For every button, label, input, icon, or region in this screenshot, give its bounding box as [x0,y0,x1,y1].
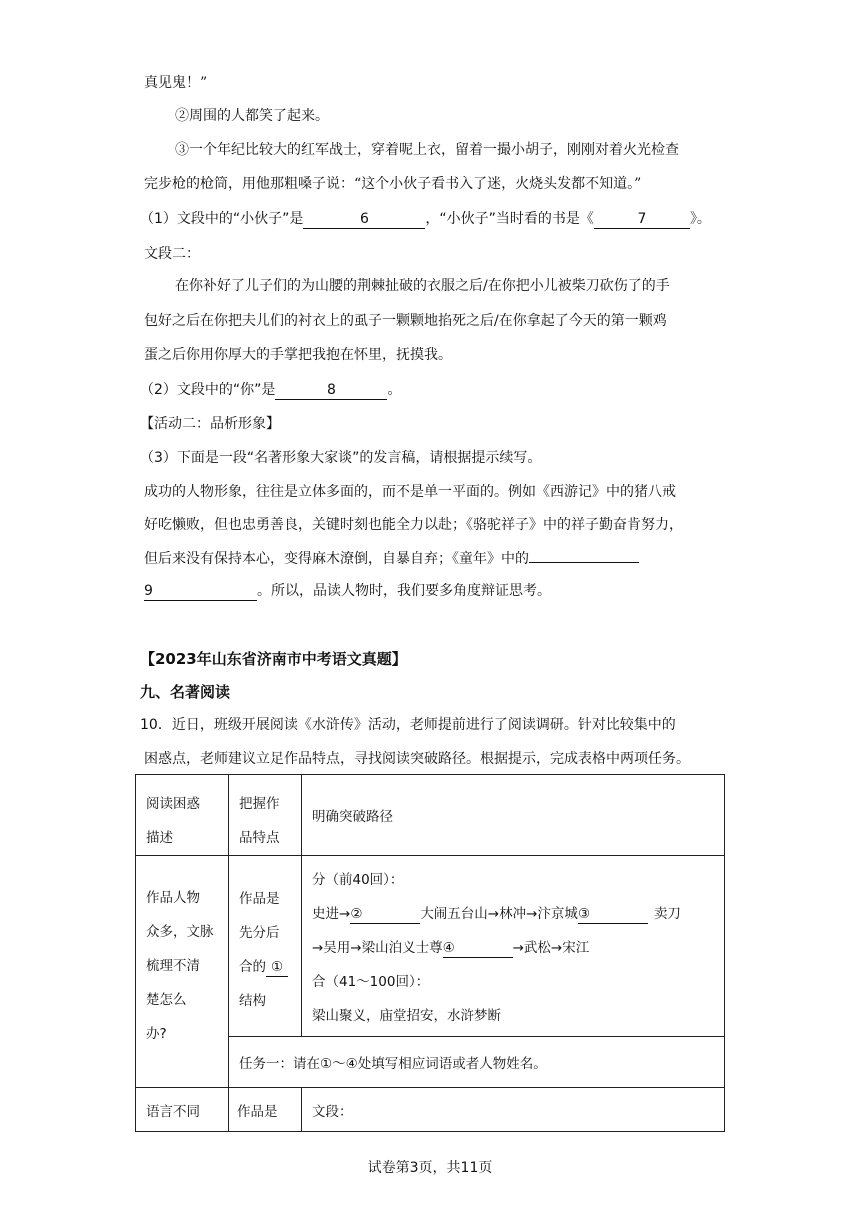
row1-col3-text: →吴用→梁山泊义士尊 [312,940,443,956]
passage2-line: 包好之后在你把夫儿们的衬衣上的虱子一颗颗地掐死之后/在你拿起了今天的第一颗鸡 [144,313,667,329]
row1-col1-line: 梳理不清 [146,958,200,974]
table-row [136,856,725,1037]
q3-line [144,581,551,601]
passage-line: ③一个年纪比较大的红军战士，穿着呢上衣，留着一撮小胡子，刚刚对着火光检查 [175,142,679,158]
row1-col3-text: 大闹五台山→林冲→汴京城 [420,906,578,922]
q3-line: 成功的人物形象，往往是立体多面的，而不是单一平面的。例如《西游记》中的猪八戒 [144,484,676,500]
q2-suffix: 。 [387,382,402,398]
header-col3: 明确突破路径 [312,809,393,825]
task-one: 任务一：请在①～④处填写相应词语或者人物姓名。 [239,1056,547,1072]
answer-blank-2[interactable]: ② [350,905,420,924]
row2-col2: 作品是 [237,1103,278,1120]
q3-line: （3）下面是一段“名著形象大家谈”的发言稿，请根据提示续写。 [140,450,542,466]
row1-col1-line: 办? [146,1026,167,1042]
answer-blank-3[interactable]: ③ [578,905,648,924]
header-cell [136,775,229,856]
row1-col3-line: 梁山聚义，庙堂招安，水浒梦断 [312,1008,501,1024]
question-2 [140,380,401,400]
header-col2-line: 把握作 [239,796,280,812]
table-header-row [136,775,725,856]
row1-col1-line: 众多，文脉 [146,924,214,940]
row2-col1: 语言不同 [146,1103,200,1120]
answer-blank-6[interactable]: 6 [303,210,425,229]
passage2-line: 在你补好了儿子们的为山腰的荆棘扯破的衣服之后/在你把小儿被柴刀砍伤了的手 [175,278,670,294]
q3-line [144,549,639,569]
row1-col3-line [312,931,714,965]
q10-line: 困惑点，老师建议立足作品特点，寻找阅读突破路径。根据提示，完成表格中两项任务。 [144,751,690,767]
answer-blank-9[interactable]: 9 [144,582,257,601]
header-cell [302,775,725,856]
table-cell [302,856,725,1037]
section-title: 【2023年山东省济南市中考语文真题】 [140,650,407,668]
table-cell [136,1088,229,1132]
row1-col3-line [312,897,714,931]
passage2-label: 文段二： [144,246,200,262]
row1-col2-prefix: 合的 [239,959,266,975]
task-cell [229,1037,725,1088]
q10-line: 10．近日，班级开展阅读《水浒传》活动，老师提前进行了阅读调研。针对比较集中的 [140,717,676,733]
q1-middle: ，“小伙子”当时看的书是《 [425,211,594,227]
row1-col2-line: 结构 [239,993,266,1009]
row1-col2-line [239,950,291,984]
page-footer: 试卷第3页，共11页 [367,1160,493,1176]
row1-col1-line: 楚怎么 [146,992,187,1008]
table-cell [229,856,302,1037]
answer-blank-4[interactable]: ④ [443,939,513,958]
row1-col2-line: 作品是 [239,891,280,907]
row1-col3-line: 合（41～100回）： [312,974,430,990]
header-col1-line: 描述 [146,830,173,846]
row1-col1-line: 作品人物 [146,890,200,906]
row1-col3-text: →武松→宋江 [512,940,590,956]
q1-prefix: （1）文段中的“小伙子”是 [140,211,304,227]
table-cell [229,1088,302,1132]
reading-table [135,774,725,1132]
q1-suffix: 》。 [689,211,711,227]
answer-blank-1[interactable]: ① [266,958,288,977]
passage-line: 真见鬼！” [144,75,208,91]
header-cell [229,775,302,856]
row1-col3-text: 卖刀 [653,906,681,922]
section-subtitle: 九、名著阅读 [140,683,231,701]
passage-line: 完步枪的枪筒，用他那粗嗓子说：“这个小伙子看书入了迷，火烧头发都不知道。” [144,176,642,192]
q3-line4: 但后来没有保持本心，变得麻木潦倒，自暴自弃；《童年》中的 [144,551,529,567]
answer-blank-9-part1[interactable] [529,562,639,563]
row1-col3-line: 分（前40回）： [312,872,404,888]
activity-heading: 【活动二：品析形象】 [140,416,280,432]
passage-line: ②周围的人都笑了起来。 [175,108,329,124]
row2-col3: 文段： [312,1103,353,1120]
header-col2-line: 品特点 [239,830,280,846]
q2-prefix: （2）文段中的“你”是 [140,382,276,398]
row1-col3-text: 史进→ [312,906,351,922]
answer-blank-7[interactable]: 7 [594,210,690,229]
answer-blank-8[interactable]: 8 [275,381,387,400]
row1-col2-line: 先分后 [239,925,280,941]
table-cell [136,856,229,1088]
header-col1-line: 阅读困惑 [146,796,200,812]
q3-line5-suffix: 。所以，品读人物时，我们要多角度辩证思考。 [257,583,551,599]
passage2-line: 蛋之后你用你厚大的手掌把我抱在怀里，抚摸我。 [144,347,452,363]
q3-line: 好吃懒败，但也忠勇善良，关键时刻也能全力以赴；《骆驼祥子》中的祥子勤奋肯努力， [144,517,683,533]
table-cell [302,1088,725,1132]
question-1 [140,209,711,229]
table-row [136,1088,725,1132]
